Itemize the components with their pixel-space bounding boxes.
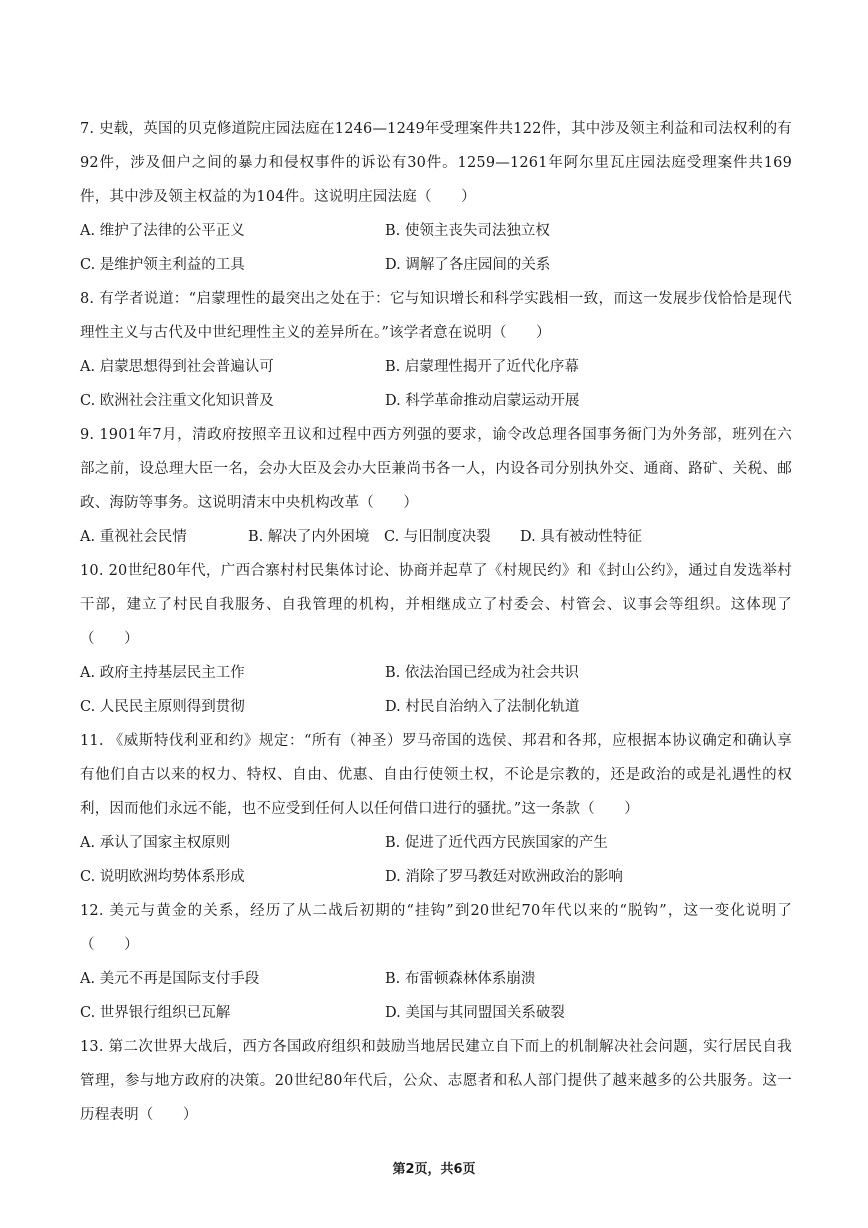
question-10 (80, 554, 792, 724)
option-a: A. 启蒙思想得到社会普遍认可 (80, 359, 274, 375)
question-stem: 9. 1901年7月，清政府按照辛丑议和过程中西方列强的要求，谕令改总理各国事务衙门为外务部，班列在六部之前，设总理大臣一名，会办大臣及会办大臣兼尚书各一人，内设各司分别执外交、通商、路矿、关税、邮政、海防等事务。这说明清末中央机构改革（ ） (80, 427, 792, 511)
option-d: D. 消除了罗马教廷对欧洲政治的影响 (385, 869, 623, 885)
question-9 (80, 418, 792, 554)
option-a: A. 承认了国家主权原则 (80, 835, 231, 851)
option-a: A. 政府主持基层民主工作 (80, 665, 245, 681)
option-list (80, 520, 792, 554)
question-12 (80, 894, 792, 1030)
option-d: D. 具有被动性特征 (520, 529, 642, 545)
option-list (80, 656, 792, 724)
option-a: A. 维护了法律的公平正义 (80, 223, 245, 239)
option-c: C. 人民民主原则得到贯彻 (80, 699, 245, 715)
option-b: B. 依法治国已经成为社会共识 (385, 665, 579, 681)
question-13 (80, 1030, 792, 1132)
option-b: B. 使领主丧失司法独立权 (385, 223, 550, 239)
option-c: C. 与旧制度决裂 (384, 529, 491, 545)
question-stem: 7. 史载，英国的贝克修道院庄园法庭在1246—1249年受理案件共122件，其中涉及领主利益和司法权利的有92件，涉及佃户之间的暴力和侵权事件的诉讼有30件。1259—1261年阿尔里瓦庄园法庭受理案件共169件，其中涉及领主权益的为104件。这说明庄园法庭（ ） (80, 121, 792, 205)
option-b: B. 解决了内外困境 (248, 529, 370, 545)
question-8 (80, 282, 792, 418)
question-stem: 8. 有学者说道：“启蒙理性的最突出之处在于：它与知识增长和科学实践相一致，而这一发展步伐恰恰是现代理性主义与古代及中世纪理性主义的差异所在。”该学者意在说明（ ） (80, 291, 792, 341)
question-7 (80, 112, 792, 282)
question-11 (80, 724, 792, 894)
option-c: C. 说明欧洲均势体系形成 (80, 869, 245, 885)
question-stem: 11. 《威斯特伐利亚和约》规定：“所有（神圣）罗马帝国的选侯、邦君和各邦，应根据本协议确定和确认享有他们自古以来的权力、特权、自由、优惠、自由行使领土权，不论是宗教的，还是政治的或是礼遇性的权利，因而他们永远不能，也不应受到任何人以任何借口进行的骚扰。”这一条款（ ） (80, 733, 792, 817)
option-c: C. 欧洲社会注重文化知识普及 (80, 393, 274, 409)
option-c: C. 是维护领主利益的工具 (80, 257, 245, 273)
option-list (80, 826, 792, 894)
option-d: D. 调解了各庄园间的关系 (385, 257, 551, 273)
option-a: A. 重视社会民情 (80, 529, 187, 545)
option-d: D. 美国与其同盟国关系破裂 (385, 1005, 565, 1021)
question-list (80, 112, 792, 1132)
option-d: D. 科学革命推动启蒙运动开展 (385, 393, 580, 409)
page-number: 第2页，共6页 (392, 1162, 476, 1177)
option-list (80, 962, 792, 1030)
question-stem: 10. 20世纪80年代，广西合寨村村民集体讨论、协商并起草了《村规民约》和《封山公约》，通过自发选举村干部，建立了村民自我服务、自我管理的机构，并相继成立了村委会、村管会、议事会等组织。这体现了（ ） (80, 563, 792, 647)
option-b: B. 促进了近代西方民族国家的产生 (385, 835, 608, 851)
option-b: B. 布雷顿森林体系崩溃 (385, 971, 536, 987)
option-b: B. 启蒙理性揭开了近代化序幕 (385, 359, 579, 375)
question-stem: 13. 第二次世界大战后，西方各国政府组织和鼓励当地居民建立自下而上的机制解决社会问题，实行居民自我管理，参与地方政府的决策。20世纪80年代后，公众、志愿者和私人部门提供了越来越多的公共服务。这一历程表明（ ） (80, 1039, 792, 1123)
option-d: D. 村民自治纳入了法制化轨道 (385, 699, 580, 715)
option-a: A. 美元不再是国际支付手段 (80, 971, 260, 987)
question-stem: 12. 美元与黄金的关系，经历了从二战后初期的“挂钩”到20世纪70年代以来的“脱钩”，这一变化说明了（ ） (80, 903, 792, 953)
option-list (80, 214, 792, 282)
option-c: C. 世界银行组织已瓦解 (80, 1005, 231, 1021)
option-list (80, 350, 792, 418)
